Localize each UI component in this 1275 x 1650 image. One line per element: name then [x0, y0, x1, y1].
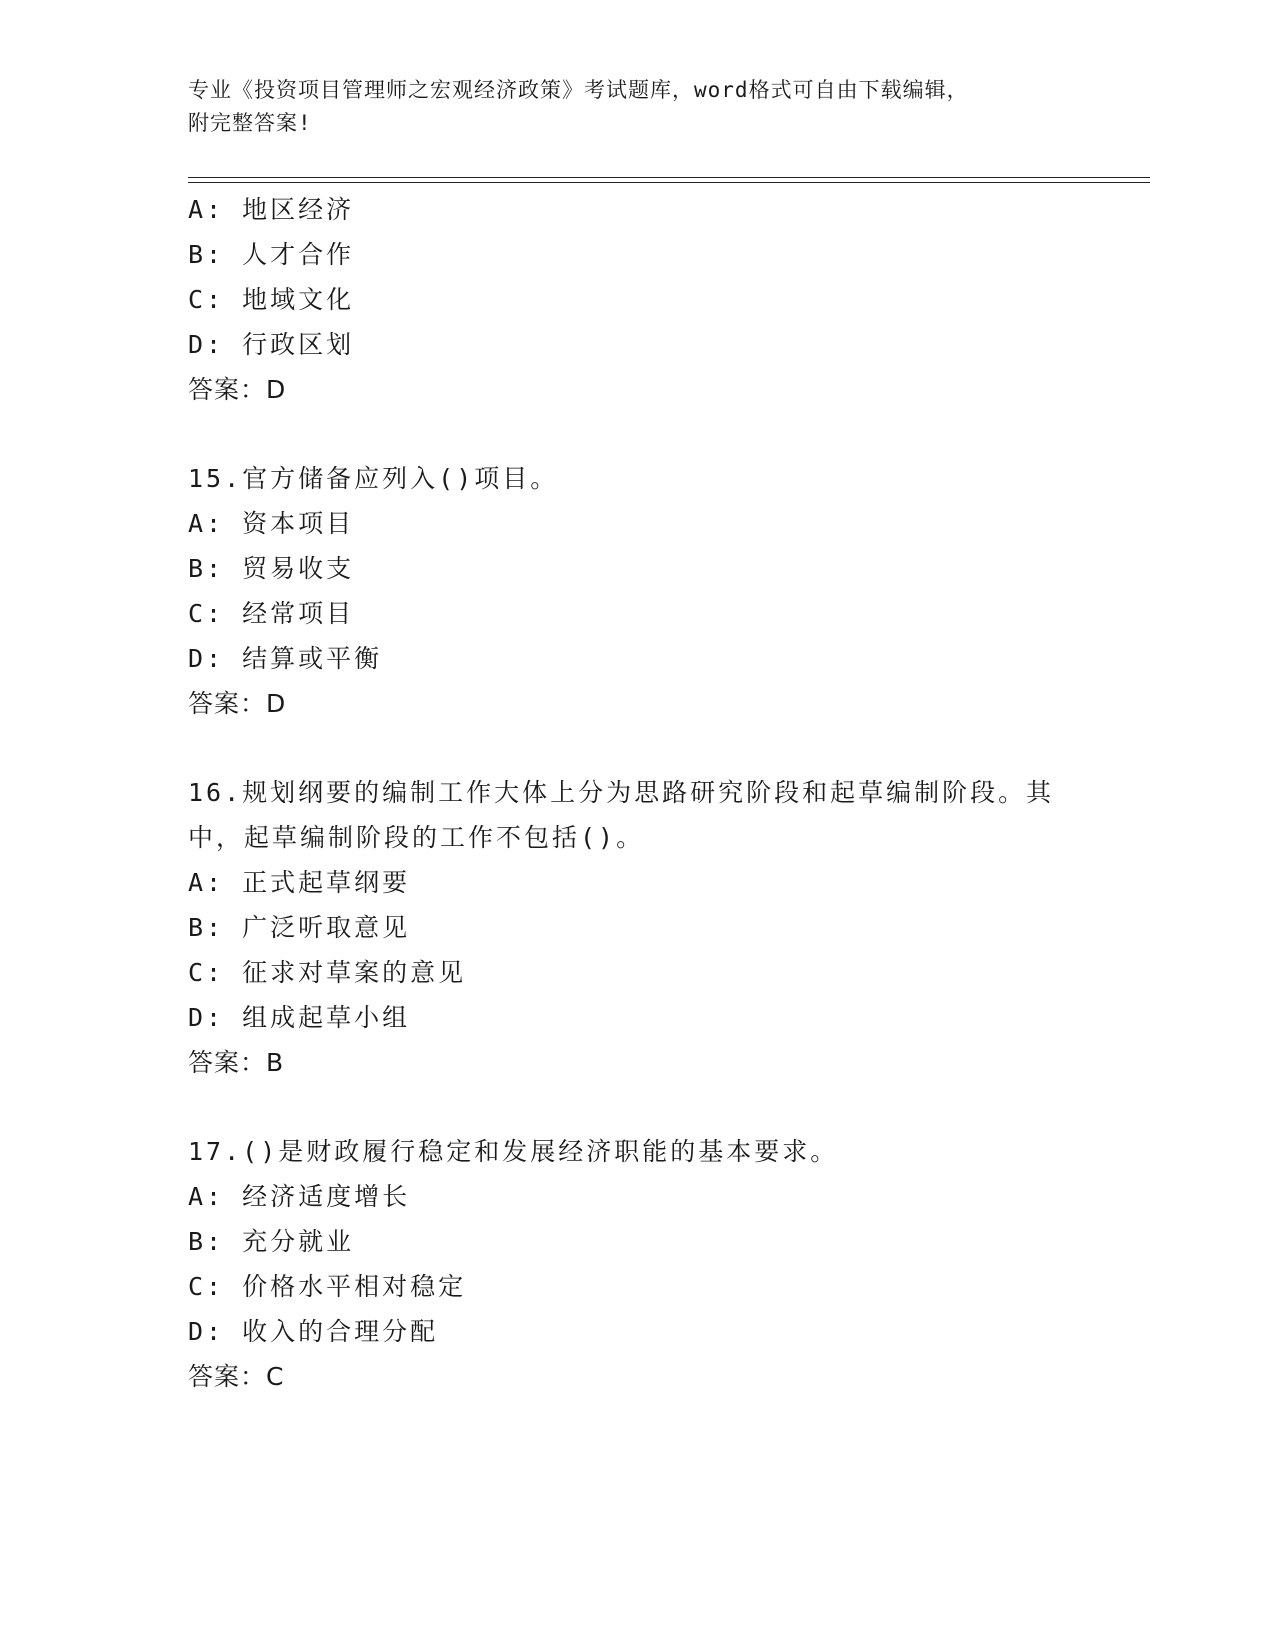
document-header [188, 74, 1088, 140]
header-rule-top [188, 177, 1150, 178]
q14-option-c: C: 地域文化 [188, 285, 355, 314]
q16-stem-line-1: 16.规划纲要的编制工作大体上分为思路研究阶段和起草编制阶段。其 [188, 778, 1055, 807]
q16-option-d: D: 组成起草小组 [188, 1003, 411, 1032]
q16-option-b: B: 广泛听取意见 [188, 913, 411, 942]
q14-option-d: D: 行政区划 [188, 330, 355, 359]
q15-option-d: D: 结算或平衡 [188, 644, 383, 673]
q15-option-c: C: 经常项目 [188, 599, 355, 628]
q17-option-a: A: 经济适度增长 [188, 1182, 411, 1211]
q15-answer: 答案：D [188, 689, 287, 718]
q17-stem: 17.()是财政履行稳定和发展经济职能的基本要求。 [188, 1137, 839, 1166]
header-rule-bottom [188, 182, 1150, 183]
q16-answer: 答案：B [188, 1048, 285, 1077]
q16-stem-line-2: 中，起草编制阶段的工作不包括()。 [188, 823, 645, 852]
q17-option-c: C: 价格水平相对稳定 [188, 1272, 467, 1301]
q17-answer: 答案：C [188, 1362, 285, 1391]
q15-option-b: B: 贸易收支 [188, 554, 355, 583]
q17-option-b: B: 充分就业 [188, 1227, 355, 1256]
q15-stem: 15.官方储备应列入()项目。 [188, 464, 559, 493]
q14-option-b: B: 人才合作 [188, 240, 355, 269]
header-line-1: 专业《投资项目管理师之宏观经济政策》考试题库，word格式可自由下载编辑， [188, 78, 969, 102]
q16-option-c: C: 征求对草案的意见 [188, 958, 467, 987]
q17-option-d: D: 收入的合理分配 [188, 1317, 439, 1346]
q14-answer: 答案：D [188, 375, 287, 404]
q14-option-a: A: 地区经济 [188, 195, 355, 224]
header-line-2: 附完整答案! [188, 111, 312, 135]
q16-option-a: A: 正式起草纲要 [188, 868, 411, 897]
q15-option-a: A: 资本项目 [188, 509, 355, 538]
